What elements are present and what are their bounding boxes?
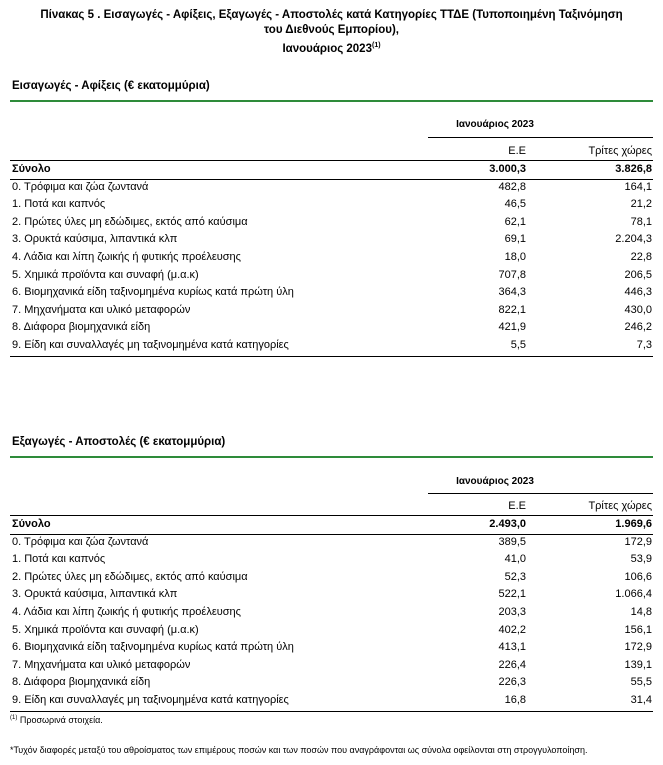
eu-value: 389,5: [498, 535, 526, 548]
imports-bottom-rule: [10, 356, 653, 357]
imports-col-eu: Ε.Ε: [508, 145, 526, 157]
table-row: [12, 284, 652, 302]
table-row: [12, 196, 652, 214]
third-countries-value: 430,0: [624, 303, 652, 316]
third-countries-value: 1.969,6: [615, 518, 652, 530]
title-line-2: του Διεθνούς Εμπορίου),: [264, 24, 399, 36]
row-label: 6. Βιομηχανικά είδη ταξινομημένα κυρίως κατά πρώτη ύλη: [12, 286, 294, 299]
table-row: [12, 319, 652, 337]
eu-value: 402,2: [498, 623, 526, 636]
eu-value: 226,3: [498, 676, 526, 689]
third-countries-value: 172,9: [624, 641, 652, 654]
eu-value: 226,4: [498, 658, 526, 671]
imports-col-third: Τρίτες χώρες: [588, 145, 652, 157]
table-row: [12, 639, 652, 657]
eu-value: 482,8: [498, 180, 526, 193]
table-row: [12, 657, 652, 675]
third-countries-value: 7,3: [636, 339, 652, 351]
footnote-rounding: *Τυχόν διαφορές μεταξύ του αθροίσματος των επιμέρους ποσών και των ποσών που αναγράφονται ως σύνολα οφείλονται στη στρογγυλοποίηση.: [10, 745, 588, 755]
row-label: 0. Τρόφιμα και ζώα ζωντανά: [12, 180, 149, 193]
third-countries-value: 31,4: [630, 694, 652, 706]
row-label: 2. Πρώτες ύλες μη εδώδιμες, εκτός από καύσιμα: [12, 570, 248, 583]
eu-value: 16,8: [504, 694, 526, 706]
table-row: [12, 249, 652, 267]
eu-value: 203,3: [498, 606, 526, 618]
third-countries-value: 14,8: [630, 606, 652, 618]
third-countries-value: 164,1: [624, 180, 652, 193]
table-row: [12, 179, 652, 197]
row-label: 1. Ποτά και καπνός: [12, 198, 106, 211]
eu-value: 3.000,3: [489, 163, 526, 175]
third-countries-value: 55,5: [630, 676, 652, 689]
imports-period: Ιανουάριος 2023: [456, 119, 534, 130]
eu-value: 707,8: [498, 268, 526, 281]
table-row: [12, 214, 652, 232]
table-row: [12, 337, 652, 355]
title-note-mark: (1): [371, 42, 381, 49]
table-row: [12, 674, 652, 692]
row-label: 7. Μηχανήματα και υλικό μεταφορών: [12, 658, 191, 671]
imports-top-rule: [10, 100, 653, 102]
exports-top-rule: [10, 456, 653, 458]
table-row: [12, 586, 652, 604]
table-row: [12, 267, 652, 285]
page-title: [0, 8, 663, 57]
third-countries-value: 106,6: [624, 570, 652, 583]
eu-value: 46,5: [504, 198, 526, 211]
table-row: [12, 302, 652, 320]
eu-value: 413,1: [498, 641, 526, 654]
row-label: 0. Τρόφιμα και ζώα ζωντανά: [12, 535, 149, 548]
third-countries-value: 139,1: [624, 658, 652, 671]
eu-value: 69,1: [504, 233, 526, 246]
row-label: 5. Χημικά προϊόντα και συναφή (μ.α.κ): [12, 623, 199, 636]
row-label: 3. Ορυκτά καύσιμα, λιπαντικά κλπ: [12, 588, 178, 601]
exports-heading: Εξαγωγές - Αποστολές (€ εκατομμύρια): [12, 436, 226, 448]
third-countries-value: 21,2: [630, 198, 652, 211]
exports-period-rule: [428, 493, 653, 494]
third-countries-value: 246,2: [624, 321, 652, 334]
third-countries-value: 1.066,4: [615, 588, 652, 601]
row-label: 4. Λάδια και λίπη ζωικής ή φυτικής προέλευσης: [12, 251, 241, 263]
exports-col-eu: Ε.Ε: [508, 500, 526, 512]
eu-value: 364,3: [498, 286, 526, 299]
table-row: [12, 231, 652, 249]
eu-value: 52,3: [504, 570, 526, 583]
table-row: [12, 604, 652, 622]
exports-period: Ιανουάριος 2023: [456, 476, 534, 487]
row-label: 9. Είδη και συναλλαγές μη ταξινομημένα κατά κατηγορίες: [12, 694, 289, 706]
third-countries-value: 446,3: [624, 286, 652, 299]
row-label: 8. Διάφορα βιομηχανικά είδη: [12, 676, 151, 689]
row-label: 5. Χημικά προϊόντα και συναφή (μ.α.κ): [12, 268, 199, 281]
table-row: [12, 534, 652, 552]
row-label: 1. Ποτά και καπνός: [12, 553, 106, 566]
imports-heading: Εισαγωγές - Αφίξεις (€ εκατομμύρια): [12, 80, 210, 92]
eu-value: 62,1: [504, 215, 526, 228]
eu-value: 5,5: [510, 339, 526, 351]
title-line-1: Πίνακας 5 . Εισαγωγές - Αφίξεις, Εξαγωγές - Αποστολές κατά Κατηγορίες ΤΤΔΕ (Τυποποιημένη Ταξινόμηση: [40, 9, 623, 21]
row-label: Σύνολο: [12, 163, 51, 175]
third-countries-value: 53,9: [630, 553, 652, 566]
table-row: [12, 551, 652, 569]
eu-value: 822,1: [498, 303, 526, 316]
third-countries-value: 156,1: [624, 623, 652, 636]
third-countries-value: 206,5: [624, 268, 652, 281]
eu-value: 522,1: [498, 588, 526, 601]
imports-total-row: [12, 161, 652, 179]
row-label: 8. Διάφορα βιομηχανικά είδη: [12, 321, 151, 334]
footnote-provisional: $^{(1)}$ Προσωρινά στοιχεία.: [10, 715, 103, 725]
row-label: 7. Μηχανήματα και υλικό μεταφορών: [12, 303, 191, 316]
table-row: [12, 569, 652, 587]
exports-col-third: Τρίτες χώρες: [588, 500, 652, 512]
row-label: Σύνολο: [12, 518, 51, 530]
exports-bottom-rule: [10, 711, 653, 712]
third-countries-value: 3.826,8: [615, 163, 652, 175]
row-label: 4. Λάδια και λίπη ζωικής ή φυτικής προέλευσης: [12, 606, 241, 618]
title-line-3: Ιανουάριος 2023$^{(1)}$: [282, 42, 381, 55]
row-label: 3. Ορυκτά καύσιμα, λιπαντικά κλπ: [12, 233, 178, 246]
third-countries-value: 78,1: [630, 215, 652, 228]
eu-value: 41,0: [504, 553, 526, 566]
eu-value: 18,0: [504, 251, 526, 263]
eu-value: 2.493,0: [489, 518, 526, 530]
third-countries-value: 2.204,3: [615, 233, 652, 246]
row-label: 9. Είδη και συναλλαγές μη ταξινομημένα κατά κατηγορίες: [12, 339, 289, 351]
imports-period-rule: [428, 137, 653, 138]
table-row: [12, 622, 652, 640]
table-row: [12, 692, 652, 710]
row-label: 2. Πρώτες ύλες μη εδώδιμες, εκτός από καύσιμα: [12, 215, 248, 228]
eu-value: 421,9: [498, 321, 526, 334]
exports-total-row: [12, 516, 652, 534]
exports-total-rule: [10, 534, 653, 535]
third-countries-value: 22,8: [630, 251, 652, 263]
row-label: 6. Βιομηχανικά είδη ταξινομημένα κυρίως κατά πρώτη ύλη: [12, 641, 294, 654]
third-countries-value: 172,9: [624, 535, 652, 548]
imports-total-rule: [10, 179, 653, 180]
